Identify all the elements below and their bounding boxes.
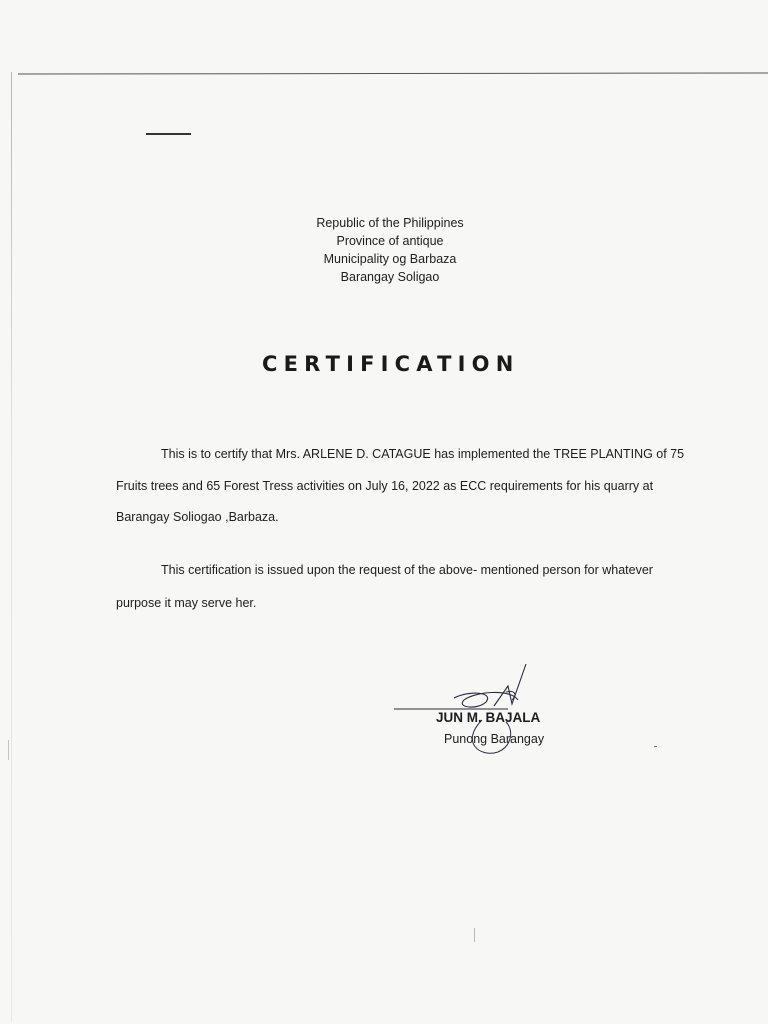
letterhead-barangay: Barangay Soligao xyxy=(340,270,440,284)
signature-block xyxy=(390,660,590,770)
pen-mark xyxy=(146,133,191,135)
letterhead-province: Province of antique xyxy=(336,234,444,248)
body-paragraph-1-line-3: Barangay Soliogao ,Barbaza. xyxy=(116,510,279,524)
scan-speck xyxy=(8,740,9,760)
body-paragraph-1-line-1: This is to certify that Mrs. ARLENE D. CATAGUE has implemented the TREE PLANTING of 75 xyxy=(161,447,685,461)
body-paragraph-2-line-2: purpose it may serve her. xyxy=(116,596,257,610)
scan-speck xyxy=(474,928,475,942)
letterhead xyxy=(0,214,768,286)
body-paragraph-1-line-2: Fruits trees and 65 Forest Tress activities on July 16, 2022 as ECC requirements for his quarry at xyxy=(116,479,654,493)
signatory-position: Punong Barangay xyxy=(444,732,545,746)
scan-speck xyxy=(654,746,657,747)
document-title: CERTIFICATION xyxy=(262,352,520,376)
paper-top-edge xyxy=(18,72,768,74)
body-paragraph-2-line-1: This certification is issued upon the request of the above- mentioned person for whatever xyxy=(161,563,653,577)
letterhead-country: Republic of the Philippines xyxy=(316,216,464,230)
letterhead-municipality: Municipality og Barbaza xyxy=(323,252,457,266)
signatory-name: JUN M. BAJALA xyxy=(436,710,541,725)
